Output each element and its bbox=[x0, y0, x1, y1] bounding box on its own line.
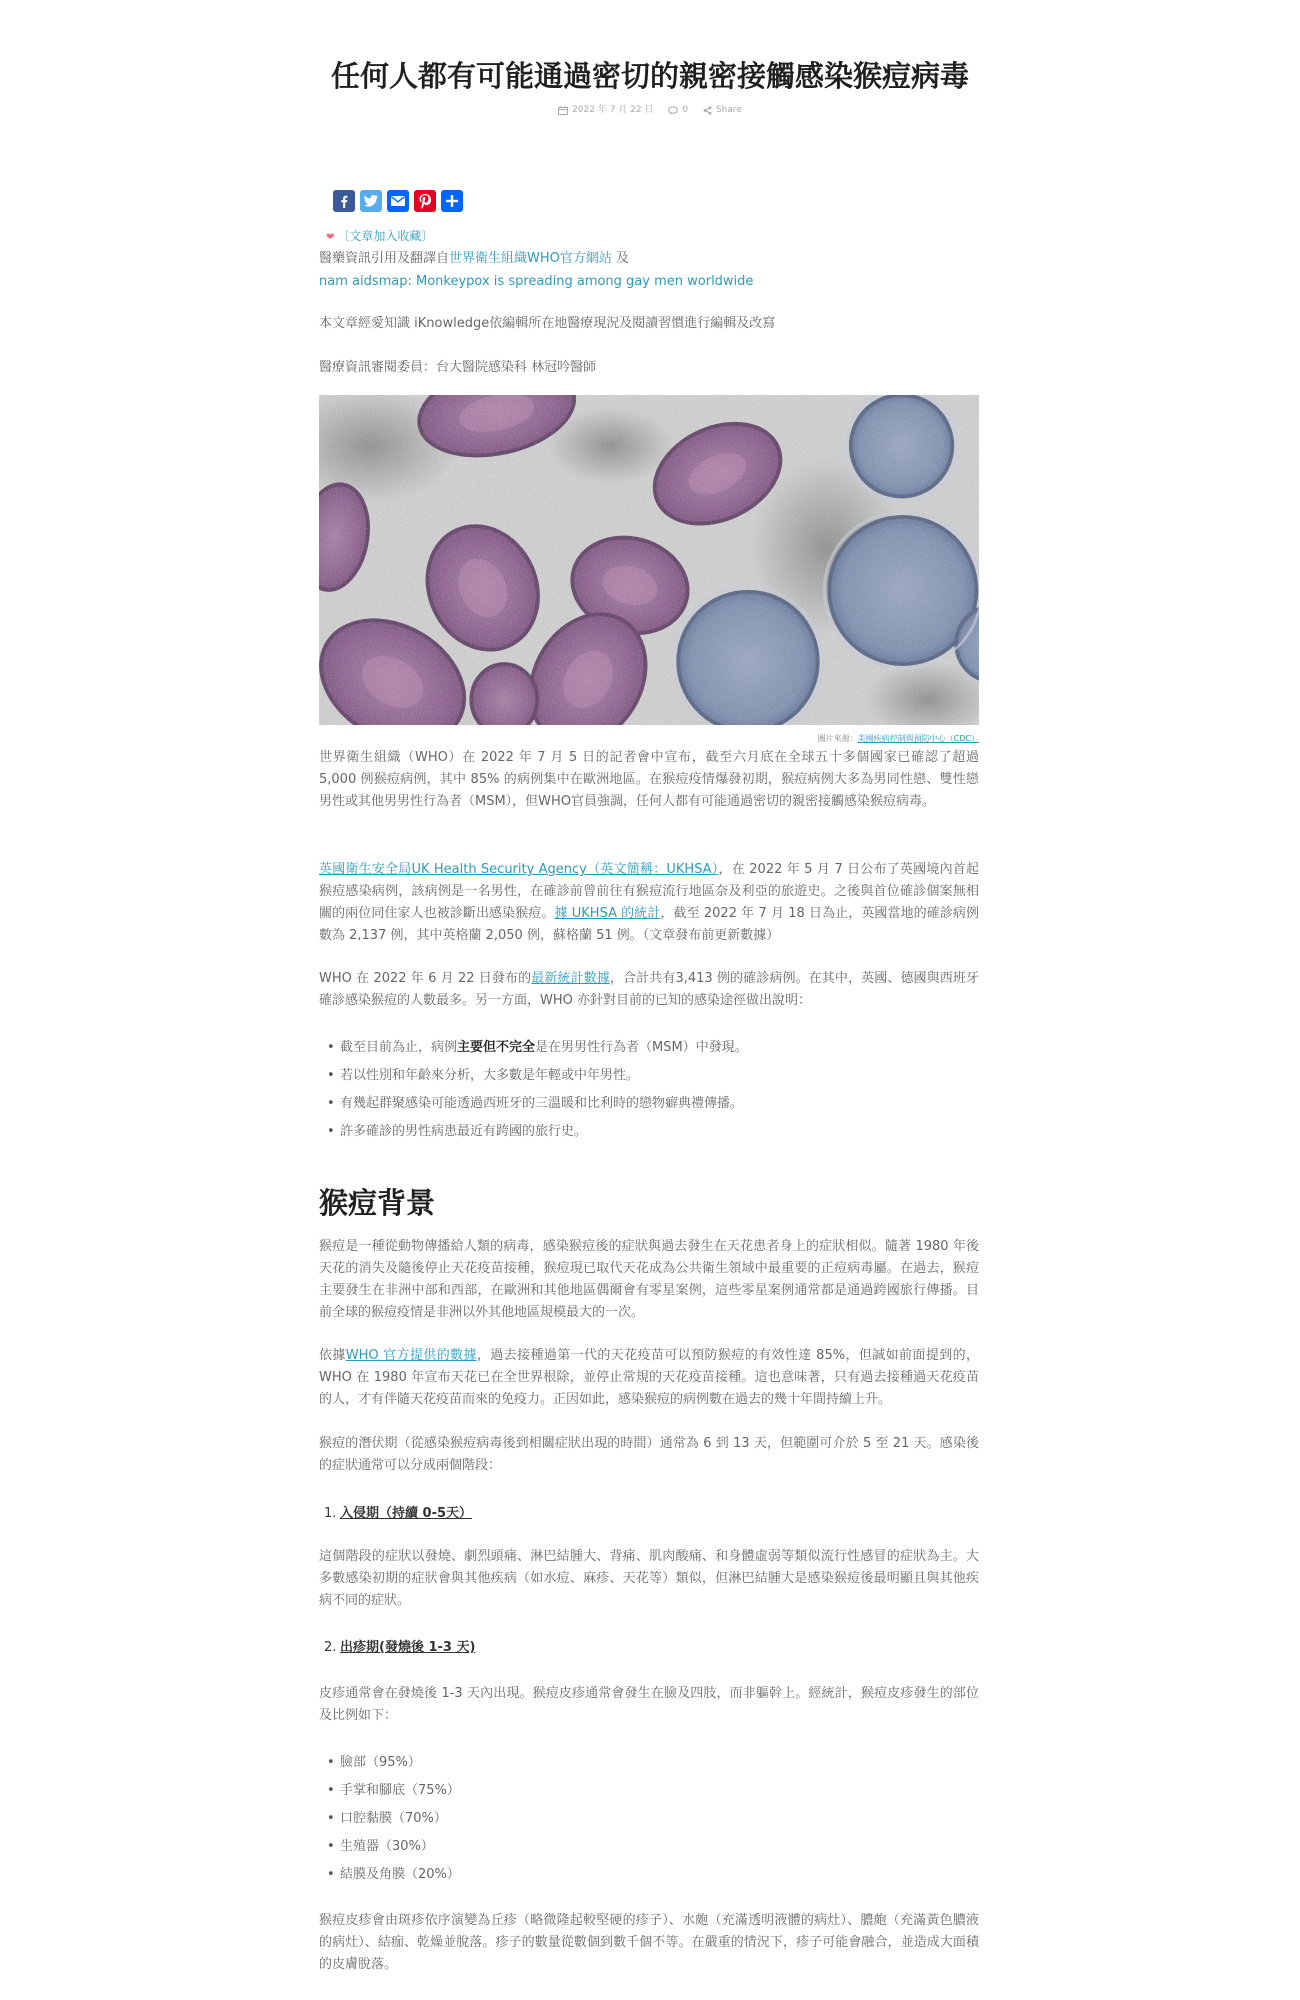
paragraph-incubation: 猴痘的潛伏期（從感染猴痘病毒後到相關症狀出現的時間）通常為 6 到 13 天，但範圍可介於 5 至 21 天。感染後的症狀通常可以分成兩個階段： bbox=[319, 1436, 979, 1473]
ukhsa-link[interactable]: 英國衛生安全局UK Health Security Agency（英文簡稱：UKHSA） bbox=[319, 862, 719, 877]
article-meta bbox=[0, 103, 1300, 118]
medical-reviewer: 醫療資訊審閱委員：台大醫院感染科 林冠吟醫師 bbox=[319, 360, 597, 375]
micrograph-image bbox=[319, 395, 979, 725]
list-item-text: 截至目前為止，病例 bbox=[340, 1040, 458, 1055]
plus-icon bbox=[446, 195, 458, 207]
social-share-bar bbox=[333, 190, 463, 212]
latest-statistics-link[interactable]: 最新統計數據 bbox=[531, 971, 610, 986]
list-item bbox=[340, 1034, 979, 1062]
add-share-button[interactable] bbox=[441, 190, 463, 212]
transmission-list bbox=[319, 1034, 979, 1146]
paragraph-text: ，在 2022 年 5 月 7 日公布了英國境內首起猴痘感染病例，該病例是一名男性，在確診前曾前往有猴痘流行地區奈及利亞的旅遊史。之後與首位確診個案無相關的兩位同住家人也被診斷出感染猴痘。 bbox=[319, 862, 980, 921]
add-to-favorites-link[interactable] bbox=[326, 226, 433, 248]
editor-note: 本文章經愛知識 iKnowledge依編輯所在地醫療現況及閱讀習慣進行編輯及改寫 bbox=[319, 316, 776, 331]
facebook-icon bbox=[337, 194, 351, 208]
list-item: • 手掌和腳底（75%） bbox=[340, 1777, 979, 1805]
list-item: • 臉部（95%） bbox=[340, 1749, 979, 1777]
paragraph-invasion-stage: 這個階段的症狀以發燒、劇烈頭痛、淋巴結腫大、背痛、肌肉酸痛、和身體虛弱等類似流行性感冒的症狀為主。大多數感染初期的症狀會與其他疾病（如水痘、麻疹、天花等）類似，但淋巴結腫大是感染猴痘後最明顯且與其他疾病不同的症狀。 bbox=[319, 1549, 979, 1608]
paragraph-text: ，過去接種過第一代的天花疫苗可以預防猴痘的有效性達 85%，但誠如前面提到的，WHO 在 1980 年宣布天花已在全世界根除，並停止常規的天花疫苗接種。這也意味著，只有過去接種過天花疫苗的人，才有伴隨天花疫苗而來的免疫力。正因如此，感染猴痘的病例數在過去的幾十年間持續上升。 bbox=[319, 1348, 979, 1407]
pinterest-icon bbox=[419, 194, 431, 209]
article-title: 任何人都有可能通過密切的親密接觸感染猴痘病毒 bbox=[330, 59, 969, 94]
calendar-icon bbox=[558, 106, 568, 115]
paragraph-text: ，合計共有3,413 例的確診病例。在其中，英國、德國與西班牙確診感染猴痘的人數最多。另一方面，WHO 亦針對目前的已知的感染途徑做出說明： bbox=[319, 971, 979, 1008]
email-share-button[interactable] bbox=[387, 190, 409, 212]
caption-prefix: 圖片來源： bbox=[817, 734, 858, 743]
meta-date bbox=[558, 103, 653, 117]
micrograph-grain bbox=[319, 395, 979, 725]
cdc-source-link[interactable]: 美國疾病控制與預防中心（CDC） bbox=[857, 734, 979, 743]
list-item: • 結膜及角膜（20%） bbox=[340, 1861, 979, 1889]
paragraph-background-overview: 猴痘是一種從動物傳播給人類的病毒，感染猴痘後的症狀與過去發生在天花患者身上的症狀相似。隨著 1980 年後天花的消失及隨後停止天花疫苗接種，猴痘現已取代天花成為公共衛生領域中最重要的正痘病毒屬。在過去，猴痘主要發生在非洲中部和西部，在歐洲和其他地區偶爾會有零星案例，這些零星案例通常都是通過跨國旅行傳播。目前全球的猴痘疫情是非洲以外其他地區規模最大的一次。 bbox=[319, 1239, 979, 1320]
stage-number: 2. bbox=[324, 1640, 337, 1655]
stage-heading-invasion bbox=[324, 1503, 979, 1525]
list-item: • 生殖器（30%） bbox=[340, 1833, 979, 1861]
meta-share-label: Share bbox=[715, 105, 742, 115]
source-attribution bbox=[319, 247, 979, 293]
bookmark-label: 〔文章加入收藏〕 bbox=[337, 229, 434, 243]
paragraph-vaccine-data bbox=[319, 1345, 979, 1411]
meta-share[interactable] bbox=[703, 103, 742, 117]
meta-date-text: 2022 年 7 月 22 日 bbox=[572, 105, 654, 115]
paragraph-text: 依據 bbox=[319, 1348, 346, 1363]
paragraph-text: WHO 在 2022 年 6 月 22 日發布的 bbox=[319, 971, 532, 986]
who-website-link[interactable]: 世界衛生組織WHO官方網站 bbox=[449, 251, 612, 266]
paragraph-ukhsa bbox=[319, 859, 979, 947]
list-item: • 許多確診的男性病患最近有跨國的旅行史。 bbox=[340, 1118, 979, 1146]
who-data-link[interactable]: WHO 官方提供的數據 bbox=[345, 1348, 477, 1363]
pinterest-share-button[interactable] bbox=[414, 190, 436, 212]
nam-aidsmap-link[interactable]: nam aidsmap: Monkeypox is spreading among gay men worldwide bbox=[319, 274, 754, 289]
stage-number: 1. bbox=[324, 1506, 337, 1521]
list-item: • 口腔黏膜（70%） bbox=[340, 1805, 979, 1833]
paragraph-who-statistics bbox=[319, 968, 979, 1012]
heart-icon: ❤ bbox=[326, 232, 335, 243]
paragraph-rash-progression: 猴痘皮疹會由斑疹依序演變為丘疹（略微隆起較堅硬的疹子）、水皰（充滿透明液體的病灶）、膿皰（充滿黃色膿液的病灶）、結痂、乾燥並脫落。疹子的數量從數個到數千個不等。在嚴重的情況下，疹子可能會融合，並造成大面積的皮膚脫落。 bbox=[319, 1913, 979, 1972]
image-caption bbox=[319, 733, 979, 745]
source-prefix: 醫藥資訊引用及翻譯自 bbox=[319, 251, 450, 266]
rash-sites-list bbox=[319, 1749, 979, 1889]
stage-label: 入侵期（持續 0-5天） bbox=[340, 1506, 473, 1521]
paragraph-who-announcement: 世界衛生組織（WHO）在 2022 年 7 月 5 日的記者會中宣布，截至六月底在全球五十多個國家已確認了超過 5,000 例猴痘病例，其中 85% 的病例集中在歐洲地區。在猴痘疫情爆發初期，猴痘病例大多為男同性戀、雙性戀男性或其他男男性行為者（MSM），但WHO官員強調，任何人都有可能通過密切的親密接觸感染猴痘病毒。 bbox=[319, 750, 979, 809]
paragraph-text: ，截至 2022 年 7 月 18 日為止，英國當地的確診病例數為 2,137 例，其中英格蘭 2,050 例，蘇格蘭 51 例。（文章發布前更新數據） bbox=[319, 906, 979, 943]
paragraph-eruption-stage: 皮疹通常會在發燒後 1-3 天內出現。猴痘皮疹通常會發生在臉及四肢，而非軀幹上。經統計，猴痘皮疹發生的部位及比例如下： bbox=[319, 1686, 979, 1723]
meta-comments-count: 0 bbox=[682, 105, 689, 115]
list-item: • 有幾起群聚感染可能透過西班牙的三溫暖和比利時的戀物癖典禮傳播。 bbox=[340, 1090, 979, 1118]
list-item: • 若以性別和年齡來分析，大多數是年輕或中年男性。 bbox=[340, 1062, 979, 1090]
twitter-share-button[interactable] bbox=[360, 190, 382, 212]
source-suffix: 及 bbox=[611, 251, 630, 266]
stage-heading-eruption bbox=[324, 1637, 979, 1659]
email-icon bbox=[391, 196, 405, 206]
twitter-icon bbox=[364, 195, 378, 207]
meta-comments[interactable] bbox=[668, 103, 688, 117]
list-item-text: 是在男男性行為者（MSM）中發現。 bbox=[535, 1040, 748, 1055]
section-heading-background: 猴痘背景 bbox=[319, 1186, 436, 1220]
comment-icon bbox=[668, 106, 678, 115]
stage-label: 出疹期(發燒後 1-3 天) bbox=[340, 1640, 476, 1655]
list-item-bold: 主要但不完全 bbox=[457, 1040, 536, 1055]
facebook-share-button[interactable] bbox=[333, 190, 355, 212]
monkeypox-micrograph bbox=[319, 395, 979, 725]
share-icon bbox=[703, 106, 712, 115]
ukhsa-statistics-link[interactable]: 據 UKHSA 的統計 bbox=[554, 906, 661, 921]
